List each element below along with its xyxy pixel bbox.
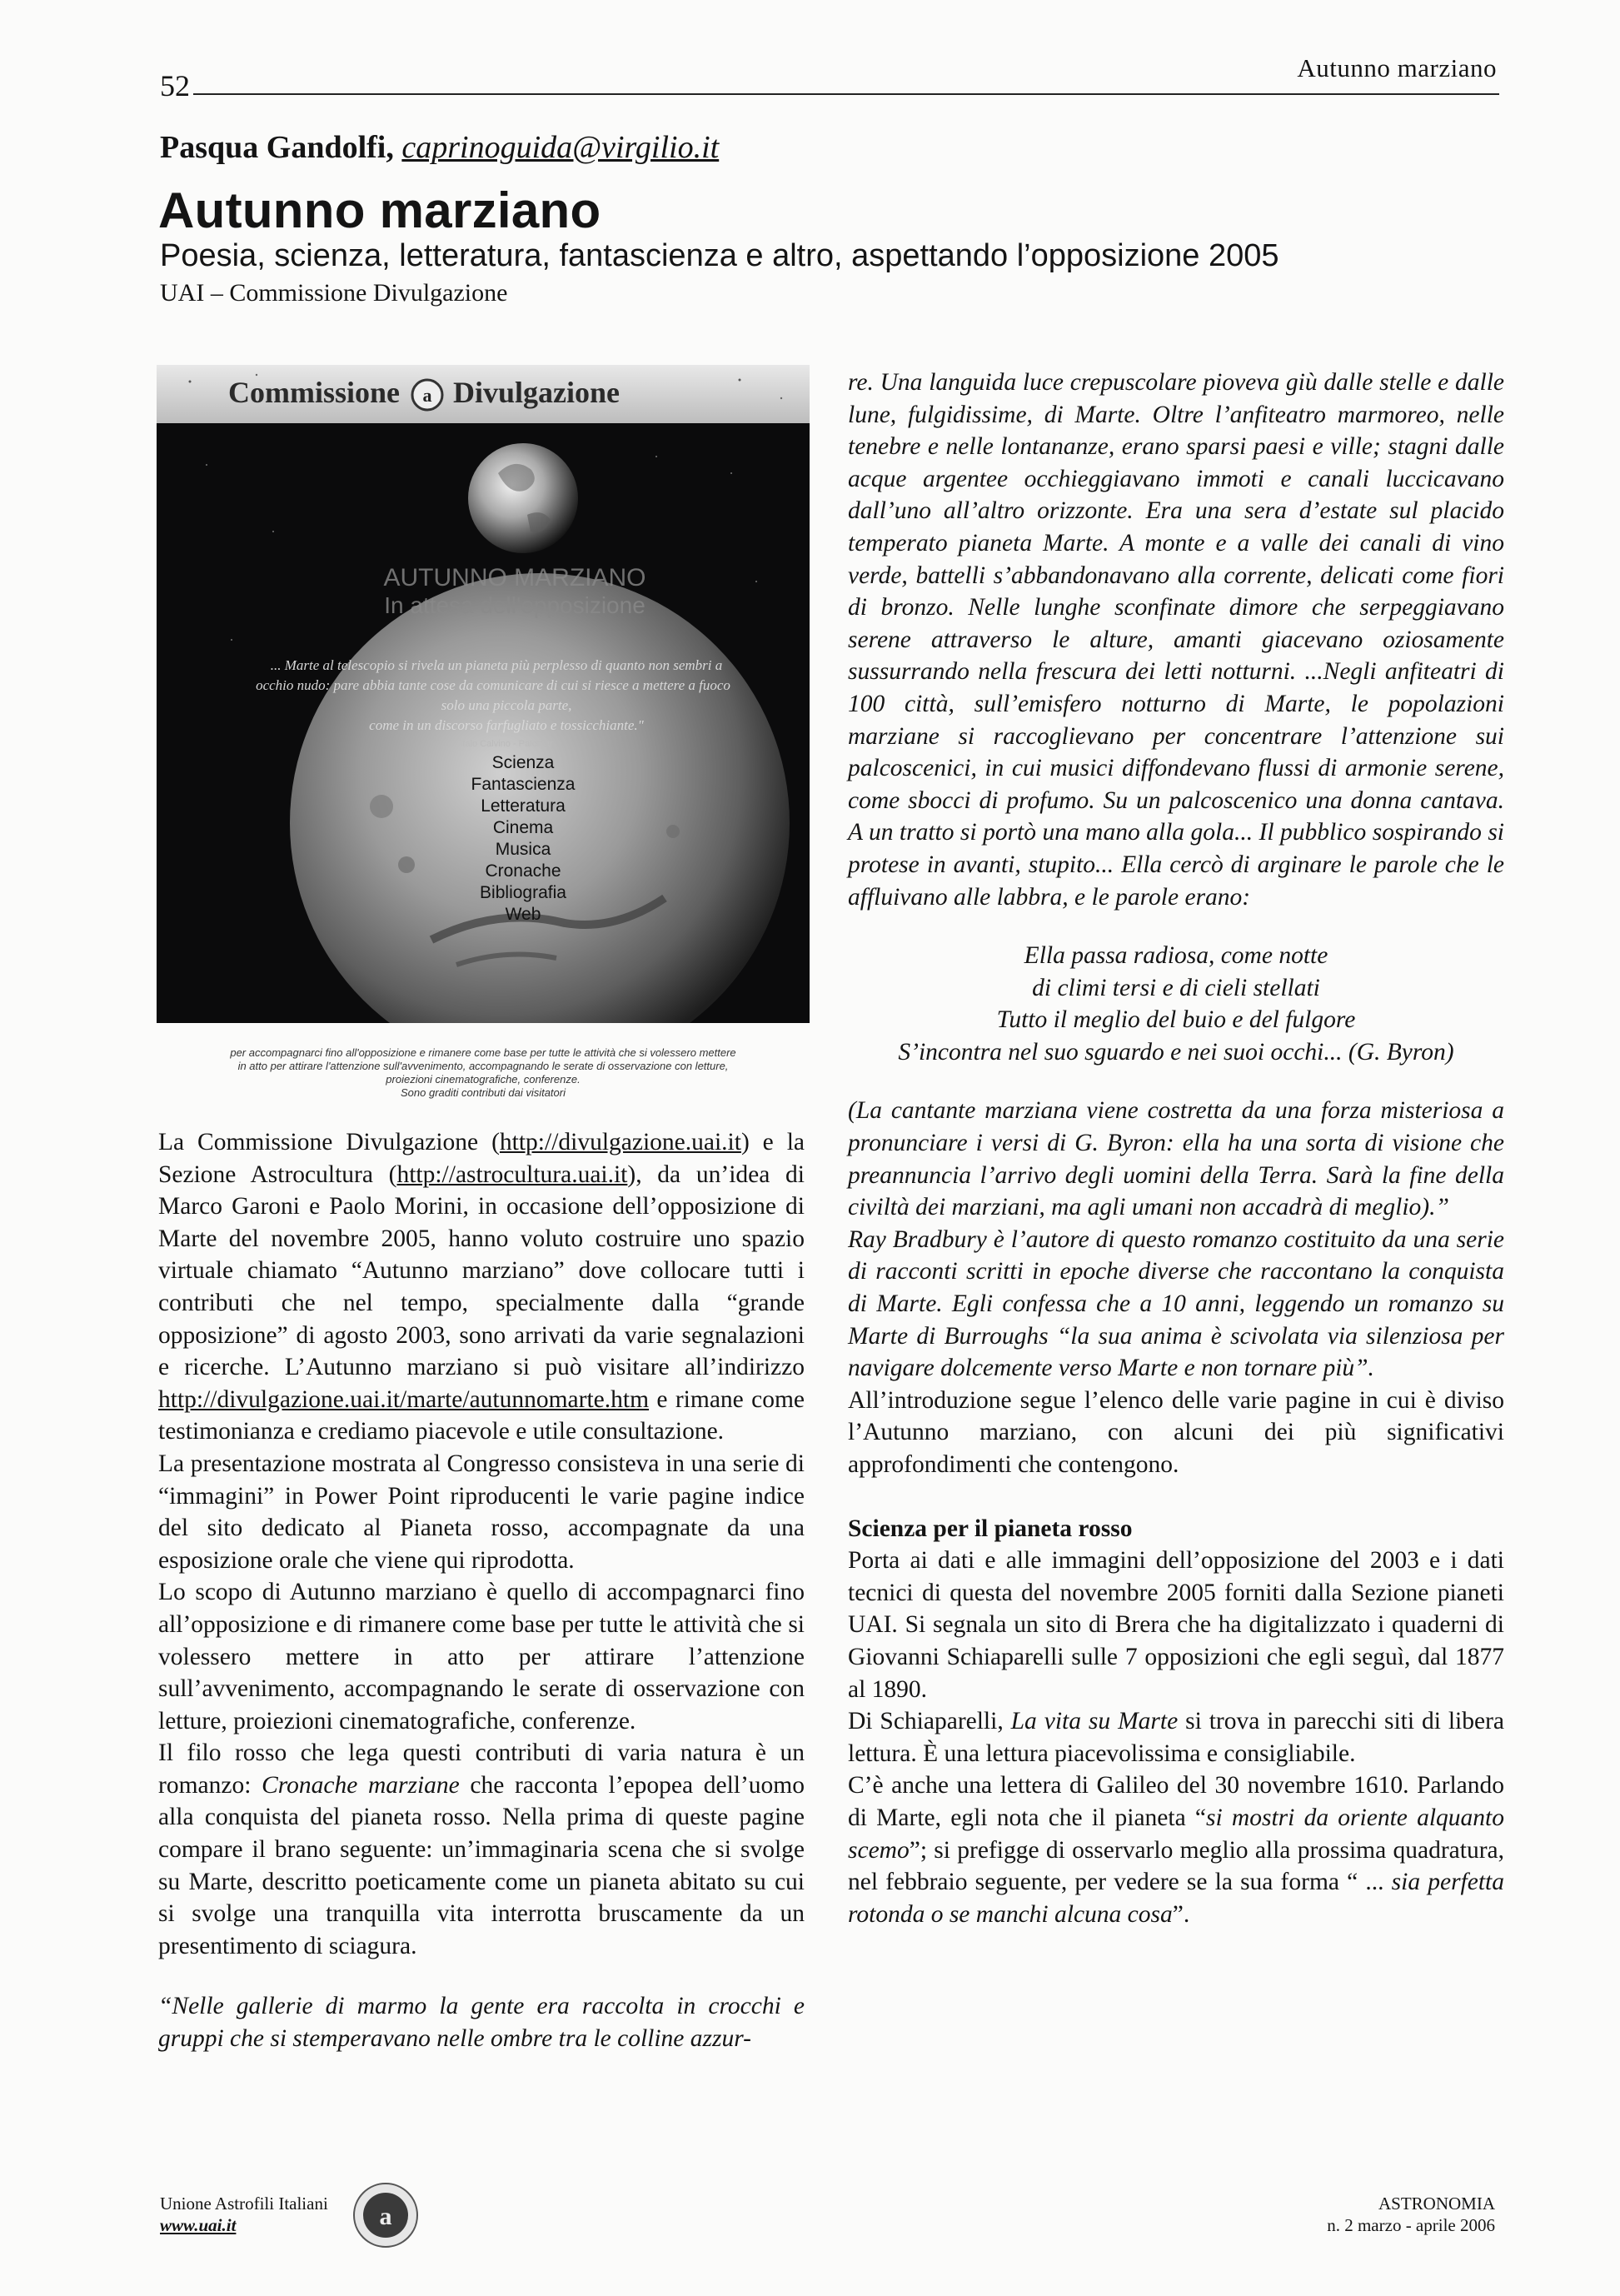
menu-item-cinema[interactable]: Cinema	[492, 818, 554, 837]
paragraph: La presentazione mostrata al Congresso consisteva in una serie di “immagini” in Power Point riproducenti le varie pagine indice del sito dedicato al Pianeta rosso, accompagnate da una esposizione orale che viene qui riprodotta.	[158, 1450, 805, 1574]
poem-line: di climi tersi e di cieli stellati	[1032, 974, 1320, 1001]
quote-line: come in un discorso farfugliato e tossicchiante."	[369, 717, 644, 733]
quoted-passage: re. Una languida luce crepuscolare pioveva giù dalle stelle e dalle lune, fulgidissime, di Marte. Oltre l’anfiteatro marmoreo, nelle tenebre e nelle lontananze, erano sparsi paesi e ville; stagni dalle acque argentee occhieggiavano immoti e canali luccicavano dall’uno all’altro orizzonte. Era una sera d’estate sul placido temperato pianeta Marte. A monte e a valle dei canali di vino verde, battelli s’abbandonavano alla corrente, delicati come fiori di bronzo. Nelle lunghe sconfinate dimore che serpeggiavano serene attraverso le alture, amanti giacevano oziosamente sussurrando nella frescura dei letti notturni. ...Negli anfiteatri di 100 città, sull’emisfero notturno di Marte, le popolazioni marziane si raccoglievano per concentrare l’attenzione sui palcoscenici, in cui musici diffondevano flussi di armonie serene, come sbocci di profumo. Su un palcoscenico una donna cantava. A un tratto si portò una mano alla gola... Il pubblico sospirando si protese in avanti, stupito... Ella cercò di arginare le parole che le affluivano alle labbra, e le parole erano:	[848, 369, 1504, 911]
caption-line: in atto per attirare l'attenzione sull'avvenimento, accompagnando le serate di osservazione con letture,	[237, 1060, 729, 1072]
banner-text-right: Divulgazione	[453, 376, 621, 409]
caption-line: proiezioni cinematografiche, conferenze.	[386, 1073, 581, 1086]
footer-publisher	[160, 2193, 328, 2236]
mars-figure-graphic	[157, 365, 810, 1023]
overlay-title: AUTUNNO MARZIANO	[383, 564, 646, 591]
footer-magazine: ASTRONOMIA	[1378, 2194, 1495, 2214]
left-column	[158, 1126, 805, 2055]
menu-item-cronache[interactable]: Cronache	[485, 861, 561, 881]
article-title: Autunno marziano	[158, 182, 601, 238]
paragraph: Ray Bradbury è l’autore di questo romanzo costituito da una serie di racconti scritti in epoche diverse che raccontano la conquista di Marte. Egli confessa che a 10 anni, leggendo un romanzo su Marte di Burroughs “la sua anima è scivolata via silenziosa per navigare dolcemente verso Marte e non tornare più”.	[848, 1225, 1504, 1382]
paragraph: Lo scopo di Autunno marziano è quello di accompagnarci fino all’opposizione e di rimanere come base per tutte le attività che si volessero mettere in atto per attirare l’attenzione sull’avvenimento, accompagnando le serate di osservazione con letture, proiezioni cinematografiche, conferenze.	[158, 1579, 805, 1734]
paragraph: La Commissione Divulgazione (http://divulgazione.uai.it) e la Sezione Astrocultura (http://astrocultura.uai.it), da un’idea di Marco Garoni e Paolo Morini, in occasione dell’opposizione di Marte del novembre 2005, hanno voluto costruire uno spazio virtuale chiamato “Autunno marziano” dove collocare tutti i contributi che nel tempo, specialmente dalla “grande opposizione” di agosto 2003, sono arrivati da varie segnalazioni e ricerche. L’Autunno marziano si può visitare all’indirizzo http://divulgazione.uai.it/marte/autunnomarte.htm e rimane come testimonianza e crediamo piacevole e utile consultazione.	[158, 1129, 805, 1445]
page-number: 52	[160, 69, 190, 102]
overlay-subtitle: In attesa dell'opposizione	[384, 592, 646, 618]
menu-item-letteratura[interactable]: Letteratura	[481, 796, 566, 816]
svg-text:a: a	[422, 385, 432, 406]
footer-issue-date: n. 2 marzo - aprile 2006	[1327, 2215, 1495, 2235]
footer-url-link[interactable]: www.uai.it	[160, 2215, 237, 2235]
banner-text-left: Commissione	[228, 376, 400, 409]
link-astrocultura[interactable]: http://astrocultura.uai.it	[396, 1160, 628, 1188]
paragraph: Di Schiaparelli, La vita su Marte si trova in parecchi siti di libera lettura. È una lettura piacevolissima e consigliabile.	[848, 1708, 1505, 1767]
paragraph: C’è anche una lettera di Galileo del 30 novembre 1610. Parlando di Marte, egli nota che il pianeta “si mostri da oriente alquanto scemo”; si prefigge di osservarlo meglio alla prossima quadratura, nel febbraio seguente, per vedere se la sua forma “ ... sia perfetta rotonda o se manchi alcuna cosa”.	[848, 1772, 1504, 1928]
menu-item-web[interactable]: Web	[505, 905, 541, 924]
quote-line: occhio nudo: pare abbia tante cose da comunicare di cui si riesce a mettere a fuoco	[256, 677, 730, 693]
poem	[848, 940, 1504, 1068]
author-name: Pasqua Gandolfi,	[160, 130, 402, 165]
caption-line: Sono graditi contributi dai visitatori	[401, 1086, 566, 1099]
quote-author: Italo Calvino - Palomar	[460, 739, 553, 749]
section-heading: Scienza per il pianeta rosso	[848, 1515, 1133, 1542]
menu-item-bibliografia[interactable]: Bibliografia	[480, 883, 566, 902]
running-title: Autunno marziano	[1297, 53, 1497, 82]
paragraph: Il filo rosso che lega questi contributi di varia natura è un romanzo: Cronache marziane che racconta l’epopea dell’uomo alla conquista del pianeta rosso. Nella prima di queste pagine compare il brano seguente: un’immaginaria scena che si svolge su Marte, descritto poeticamente come un pianeta abitato su cui si svolge una tranquilla vita interrotta bruscamente da un presentimento di sciagura.	[158, 1739, 805, 1959]
footer-issue	[1327, 2193, 1495, 2236]
svg-text:a: a	[379, 2203, 392, 2230]
right-column	[848, 367, 1504, 1930]
author-email-link[interactable]: caprinoguida@virgilio.it	[401, 130, 720, 165]
mars-figure	[157, 365, 810, 1023]
author-line	[160, 129, 719, 166]
menu-item-musica[interactable]: Musica	[495, 840, 551, 859]
quoted-passage: “Nelle gallerie di marmo la gente era raccolta in crocchi e gruppi che si stemperavano nelle ombre tra le colline azzur-	[158, 1993, 805, 2053]
article-subtitle: Poesia, scienza, letteratura, fantascienza e altro, aspettando l’opposizione 2005	[160, 238, 1279, 273]
earth-globe	[468, 443, 578, 553]
header-rule	[193, 93, 1499, 95]
link-autunnomarte[interactable]: http://divulgazione.uai.it/marte/autunnomarte.htm	[158, 1385, 650, 1413]
figure-caption	[158, 1046, 808, 1100]
menu-item-fantascienza[interactable]: Fantascienza	[471, 775, 576, 794]
poem-line: S’incontra nel suo sguardo e nei suoi occhi... (G. Byron)	[898, 1038, 1454, 1066]
paragraph: Porta ai dati e alle immagini dell’opposizione del 2003 e i dati tecnici di questa del novembre 2005 forniti dalla Sezione pianeti UAI. Si segnala un sito di Brera che ha digitalizzato i quaderni di Giovanni Schiaparelli sulle 7 opposizioni che egli seguì, dal 1877 al 1890.	[848, 1547, 1504, 1703]
paragraph: (La cantante marziana viene costretta da una forza misteriosa a pronunciare i versi di G. Byron: ella ha una sorta di visione che preannuncia l’arrivo degli uomini della Terra. Sarà la fine della civiltà dei marziani, ma agli umani non accadrà di meglio).”	[848, 1097, 1504, 1221]
quote-line: solo una piccola parte,	[441, 697, 572, 713]
link-divulgazione[interactable]: http://divulgazione.uai.it	[499, 1129, 741, 1155]
poem-line: Tutto il meglio del buio e del fulgore	[996, 1006, 1356, 1034]
menu-item-scienza[interactable]: Scienza	[491, 753, 555, 772]
article-affiliation: UAI – Commissione Divulgazione	[160, 279, 508, 307]
footer-org: Unione Astrofili Italiani	[160, 2194, 328, 2214]
quote-line: ... Marte al telescopio si rivela un pianeta più perplesso di quanto non sembri a	[270, 657, 723, 673]
uai-footer-logo-icon	[351, 2181, 420, 2254]
poem-line: Ella passa radiosa, come notte	[1024, 942, 1328, 970]
paragraph: All’introduzione segue l’elenco delle varie pagine in cui è diviso l’Autunno marziano, con alcuni dei più significativi approfondimenti che contengono.	[848, 1386, 1504, 1478]
caption-line: per accompagnarci fino all'opposizione e rimanere come base per tutte le attività che si volessero mettere	[230, 1046, 736, 1059]
